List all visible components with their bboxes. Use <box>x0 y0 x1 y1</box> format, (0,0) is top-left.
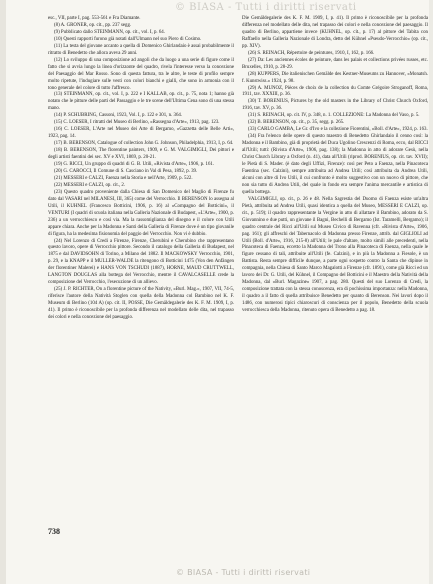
footnote-paragraph: (11) La testa del giovane accanto a quella di Domenico Ghirlandaio è assai probabilmente il ritratto di Benedetto che allora aveva 29 anni. <box>48 43 234 56</box>
footnote-paragraph: (34) Fra l'elenco delle opere di questo maestro di Benedetto Ghirlandaio il cenno così: la Madonna e il Bambino, già di proprietà del Duca Ugolino Crescenzi di Roma, ecco, dal RICCI all'Utili; tutti: (Rivista d'Arte», 1906, pag. 138); la Madonna in atto di adorare Gesù, nella Christ Church Library a Oxford (n. 41), data all'Utili (riprod. BORENIUS, op. cit. tav. XVII); le Pietà di S. Mader. (è dato degli Uffizi, Firenze): così per Peto a Faenza, nella Pinacoteca Faentina (sec. Calzini), sempre attribuita ad Andrea Utili; così attribuita da Andrea Utili, alcuni con altre di Ivo Utili, il cui confronto è molto suggestivo con un nuovo di pittore, che non sia tutto di Andrea Utili, del quale in fondo era sempre l'anima mercantile e artistica di quella bottega. <box>242 134 428 195</box>
footnote-paragraph: (30) T. BORENIUS, Pictures by the old masters in the Library of Christ Church Oxford, 1916, tav. XV, p. 36. <box>242 99 428 112</box>
footnote-paragraph: (19) G. RICCI, Un gruppo di quadri di G. B. Utili, «Rivista d'Arte», 1906, p. 161. <box>54 162 215 168</box>
footnote-paragraph: (20) G. CAROCCI, Il Comune di S. Casciano in Val di Pesa, 1892, p. 39. <box>54 168 198 174</box>
footnote-paragraph: (28) KUPPERS, Die italienischen Gemälde des Kestner-Museums zu Hannover, «Monatsh. f. Kunstwiss.» 1924, p. 98. <box>242 71 428 84</box>
footnotes-left-column <box>48 16 234 322</box>
footnote-paragraph: (16) C. LOESER, L'Arte nel Museo dei Arte di Bergamo, «Gazzetta delle Belle Arti», 1923, pag. 14. <box>48 127 234 140</box>
copyright-watermark-bottom: © BIASA - Tutti i diritti riservati <box>176 568 311 577</box>
footnote-paragraph: (27) Da: Les anciennes écoles de peinture, dans les palais et collections privées russes, etc. Bruxelles, 1910, p. 28-29. <box>242 57 428 70</box>
footnotes-right-column <box>242 16 428 315</box>
footnote-paragraph: (10) Questi rapporti furono già notati dall'Ulmann nel suo Piero di Cosimo. <box>54 36 202 42</box>
footnote-paragraph: (21) MESSERI e CALZI, Faenza nella Storia e nell'Arte, 1909, p. 522. <box>54 175 193 181</box>
footnote-paragraph: esc., VII, parte I, pag. 553-561 e Fra Diamante. <box>48 16 141 21</box>
page-number: 738 <box>48 527 60 536</box>
footnote-paragraph: (23) Questo quadro proveniente dalla Chiesa di San Domenico del Maglio di Firenze fu dato dal VASARI nel MILANESI, III, 365) come del Verrocchio. Il BERENSON lo assegna al Utili, il KUHNEL (Francesco Botticini, 1906, p. 16) al «Compagno del Botticini», il VENTURI (I quadri di scuola italiana nella Galleria Nazionale di Budapest, «L'Arte», 1900, p. 236) a un verrocchiesco e così via. Ma la rassomiglianza del disegno e il colore con Utili appare chiara. Anche per la Madonna e Santi della Galleria di Firenze dove è un tipo giovanile di figura, ha la medesima fisionomia del paggio del Verrocchio. Non vi è dubbio. <box>48 189 234 237</box>
footnote-paragraph: (13) STEINMANN, op. cit., vol. I, p. 222 e I KALLAB, op. cit., p. 75, nota 1; hanno già notato che le pitture delle parti del Passaggio e le tre scene dell'Ultima Cena sono di una stessa mano. <box>48 92 234 112</box>
footnote-paragraph: (26) S. REINACH, Répertoire de peintures, 1910, I, 162, p. 166. <box>248 50 375 56</box>
footnote-paragraph: (14) P. SCHUBRING, Cassoni, 1923, Vol. I, p. 122 e 301, n. 364. <box>54 113 183 119</box>
footnote-paragraph: (24) Nel Lorenzo di Credi a Firenze, Firenze, Cherubini e Cherubino che rappresentano questo lavoro, opere di Verrocchio pittore. Secondo il catalogo della Galleria di Budapest, nel 1875 e dal DAVIDSOHN di Torino, a Milano del 1882. Il MACKOWSKY Verrocchio, 1901, p. 29, e la KNAPP e il MULLER-WALDE la ritengono di Botticini 1475 (Von den Anfängen der florentiner Malerei) e HANS VON TSCHUDI (1887), HORNE, MAUD CRUTTWELL, LANGTON DOUGLAS alla bottega del Verrocchio, mentre il CAVALCASELLE crede la composizione del Verrocchio, l'esecuzione di un allievo. <box>48 238 234 286</box>
footnote-paragraph: (22) MESSERI e CALZI, op. cit., 2. <box>54 182 126 188</box>
footnote-paragraph: VALGIMIGLI, op. cit., p. 26 e 48. Nella Sagrestia del Duomo di Faenza esiste un'altra Pietà, attribuita ad Andrea Utili, quasi identica a quella del Museo, MESSERI E CALZI, op. cit., p. 519); il quadro rappresentante la Vergine in atto di allattare il Bambino, adorato da S. Giovannino e due putti, un giovane il Bagni, Bechelli di Bergamo (Ist. Taramelli, Bergamo); il quadro centrale del Ricci all'Utili sul Museo Civico di Ravenna (cfr. «Rivista d'Arte», 1906, pag. 161); gli affreschi del Tabernacolo di Madonna presso Firenze, attrib. dal GIGLIOLI ad Utili (Boll. d'Arte», 1916, 215-8) all'Utili; le pale d'altare, molto simili alle precedenti, nella Pinacoteca di Faenza, eccetto la Madonna del Trono alla Pinacoteca di Faenza, nella quale le figure cessano di tali, attribuite all'Utili (fe. Calzini), e in più la Madonna a Fiesole, è un Battista. Resta sempre difficile dunque, a parte ogni sospetto contro la Santa che dipinse in compagnia, nella Chiesa di Santo Marco Magalotti a Firenze (cfr. 1891), come già Ricci ed un lavoro dei Dr. G. Utili, del Kühnel, il Compagno del Botticini e il Maestro della Natività della Madonna, dal «Burl. Magazine» 1907, a pag. 280. Questi del suo Lorenzo di Credi, la composizione trattata con la stessa conoscenza, era di pochissima importanza: nella Madonna, il quadro a il fatto di quella attribuisce Benedetto per quanto di Berenson. Nei lavori dopo il 1486, con numerosi tipici chiaroscuri di conscienza per il popolo, Benedetto della scuola verrocchiesca della Madonna, ritenuto opera di Benedetto a pag. 18. <box>242 196 428 314</box>
footnote-paragraph: Die Gemäldegalerie des K. F. M. 1909, I, p. 41). Il primo è riconoscibile per la profonda differenza nel modellato delle dita, nel trapasso dei colori e nella concezione del paesaggio. Il quadro di Berlino, appartiene invece (KUHNEL, op. cit., p. 17) al pittore del Tabita con Raffaello nella Galleria Nazionale di Londra, detto del Kühnel «Pseudo-Verrocchio» (op. cit., pp. XIV). <box>242 16 428 49</box>
footnote-paragraph: (9) Pubblicato dallo STEINMANN, op. cit., vol. I, p. 64. <box>54 29 165 35</box>
footnote-paragraph: (18) B. BERENSON, The florentine painters, 1909, e G. M. VALGIMIGLI, Dei pittori e degli artisti faentini dei sec. XV e XVI, 1869, p. 20-21. <box>48 148 234 161</box>
footnote-paragraph: (25) J. P. RICHTER, On a florentine picture of the Nativity, «Burl. Mag.», 1907, VII, 74-5, riferisce l'autore della Natività Stoglen con quella della Madonna col Bambino nel K. F. Museum di Berlino (104 A) (op. cit. II, POSSE, Die Gemäldegalerie des K. F. M. 1909, I, p. 41). Il primo è riconoscibile per la profonda differenza nel modellato delle dita, nel trapasso dei colori e nella concezione del paesaggio. <box>48 287 234 320</box>
footnote-paragraph: (32) B. BERENSON, op. cit., p. 35, segg. p. 265. <box>248 120 345 126</box>
footnote-paragraph: (8) A. GRONER, op. cit., pp. 237 segg. <box>54 22 132 28</box>
footnote-paragraph: (31) S. REINACH, op. cit. IV, p. 348, n. 1. COLLEZIONE: La Madonna del Vaso, p. 5. <box>248 113 420 119</box>
footnote-paragraph: (15) C. LOESER, I ritratti del Museo di Berlino, «Rassegna d'Arte», 1913, pag. 123. <box>54 120 220 126</box>
footnote-paragraph: (29) A. MUNOZ, Pièces de choix de la collection du Comte Grégoire Stroganoff, Roma, 1911, tav. XXXIII, p. 36. <box>242 85 428 98</box>
scan-edge-right <box>429 0 433 584</box>
footnote-paragraph: (33) CARLO GAMBA, Le Gr. d'Ivo e la collezione Fiorentini, «Boll. d'Arte», 1924, p. 163. <box>248 127 428 133</box>
copyright-watermark-top: © BIASA - Tutti i diritti riservati <box>175 2 357 13</box>
footnote-paragraph: (12) Lo sviluppo di una composizione ad angoli che da luogo a una serie di figure come il fatto che si avvia lungo la linea d'orizzonte del quadro, rivela l'interesse verso la concezione del Paesaggio del Mar Rosso. Sono di questa fattura, tra le altre, le teste di profilo sempre molto ripetute, l'indugiare sulle vesti con colori bianchi e gialli, che sono in armonia con il tono generale del colore di tutto l'affresco. <box>48 57 234 91</box>
scan-edge-left <box>0 0 6 584</box>
footnote-paragraph: (17) B. BERENSON, Catalogue of collection John G. Johnson, Philadelphia, 1913, I, p. 64. <box>54 141 234 147</box>
